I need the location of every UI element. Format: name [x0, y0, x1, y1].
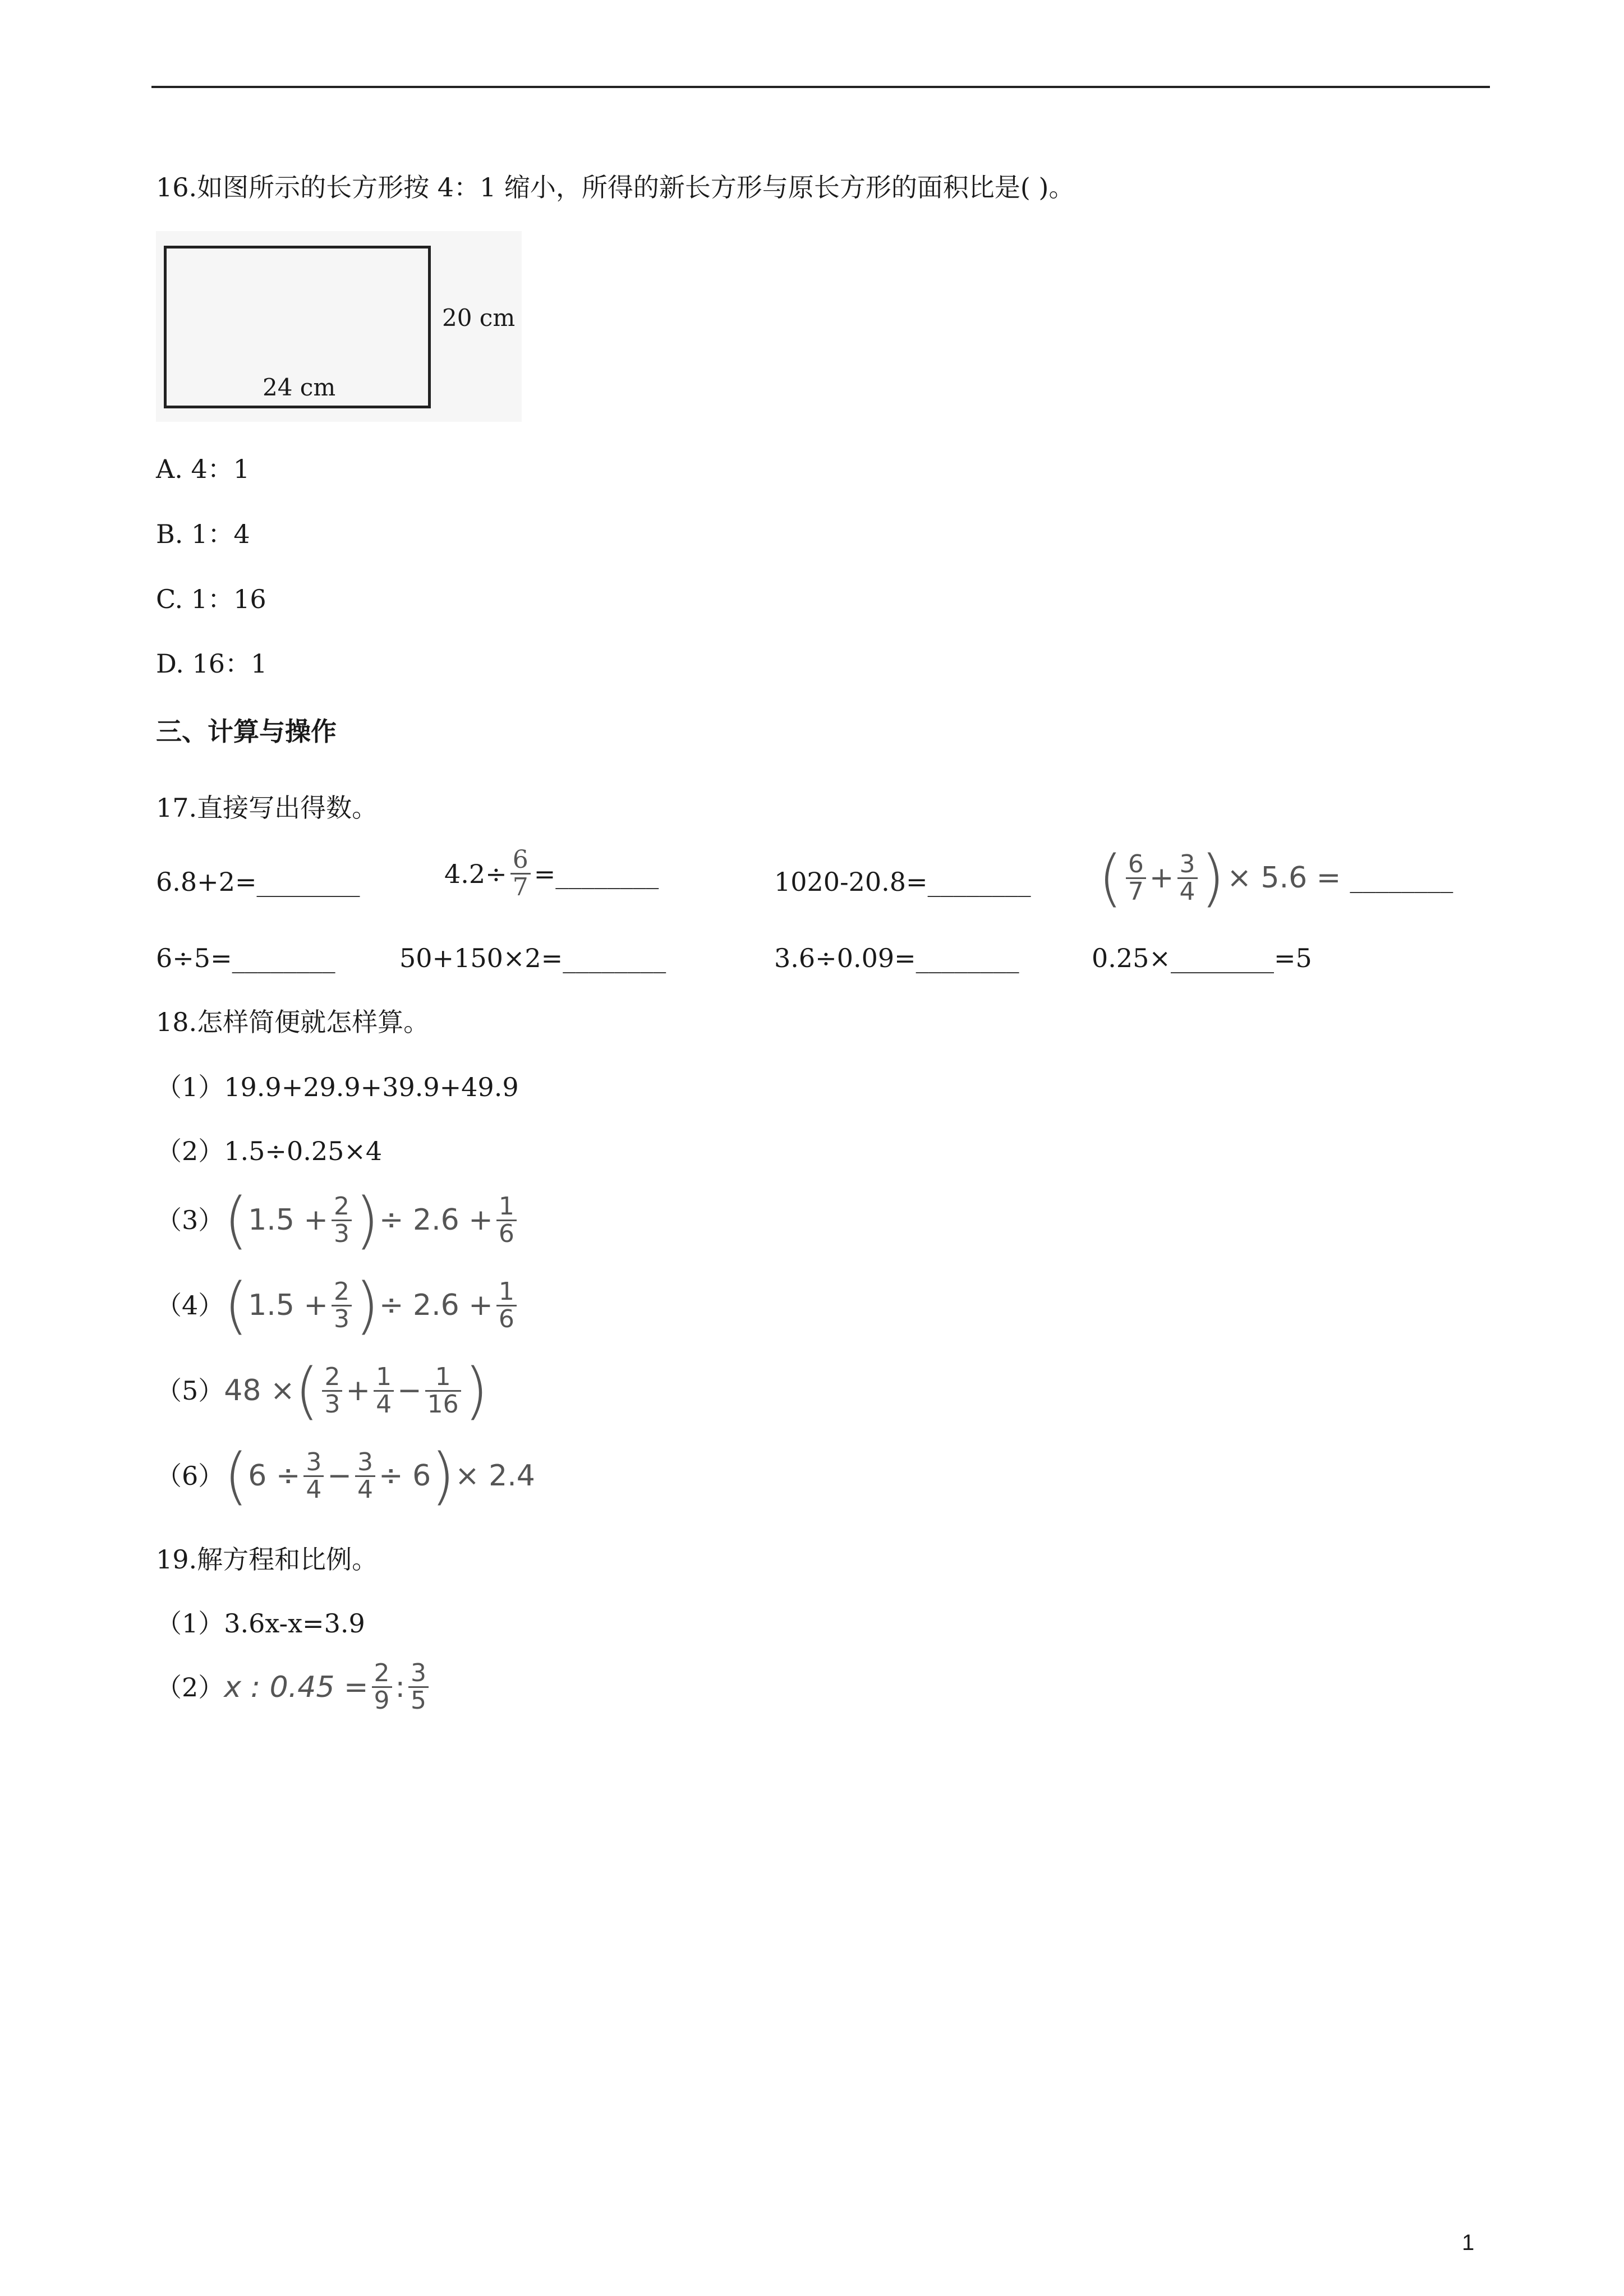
denominator: 6 — [496, 1305, 517, 1332]
q16-option-a: A. 4：1 — [156, 454, 250, 484]
fraction — [372, 1660, 392, 1714]
q19-part-2 — [156, 1660, 432, 1714]
q18-part-4 — [156, 1269, 520, 1341]
expression — [224, 1269, 520, 1341]
expression — [224, 1660, 432, 1714]
fraction — [355, 1447, 375, 1504]
fraction — [303, 1447, 324, 1504]
q17-r1-c2-pre: 4.2÷ — [444, 858, 507, 889]
term: 6 ÷ — [248, 1459, 301, 1493]
q16-option-b: B. 1：4 — [156, 519, 250, 549]
operator: − — [327, 1459, 352, 1493]
fraction — [408, 1660, 429, 1714]
term: 1.5 + — [248, 1289, 328, 1322]
q16-option-d: D. 16：1 — [156, 648, 268, 679]
left-paren: ( — [224, 1269, 249, 1341]
denominator: 5 — [408, 1686, 429, 1714]
term: 48 × — [224, 1374, 295, 1407]
left-paren: ( — [224, 1184, 249, 1256]
numerator: 1 — [376, 1362, 392, 1391]
q18-part-6 — [156, 1440, 535, 1512]
numerator: 2 — [334, 1191, 349, 1221]
denominator: 4 — [1177, 877, 1198, 905]
denominator: 3 — [322, 1390, 342, 1418]
denominator: 6 — [496, 1220, 517, 1247]
width-label: 24 cm — [263, 374, 336, 401]
numerator: 3 — [306, 1447, 322, 1476]
term: 1.5 + — [248, 1203, 328, 1237]
term: ÷ 2.6 + — [379, 1203, 493, 1237]
q17-r2-c2: 50+150×2=________ — [399, 943, 666, 973]
right-paren: ) — [355, 1269, 379, 1341]
q17-r1-c1: 6.8+2=________ — [156, 867, 360, 897]
numerator: 3 — [1179, 849, 1195, 878]
left-paren: ( — [1098, 842, 1122, 914]
fraction — [496, 1191, 517, 1248]
numerator: 2 — [374, 1659, 390, 1687]
term: x : 0.45 = — [224, 1670, 369, 1704]
denominator: 4 — [355, 1475, 375, 1503]
numerator: 6 — [1128, 849, 1144, 878]
denominator: 4 — [374, 1390, 394, 1418]
numerator: 1 — [435, 1362, 451, 1391]
part-label: （4） — [156, 1290, 224, 1320]
q17-r1-c2-post: =________ — [533, 858, 659, 889]
numerator: 2 — [334, 1277, 349, 1306]
q17-r1-c2 — [444, 847, 659, 900]
numerator: 1 — [498, 1191, 514, 1221]
q18-stem: 18.怎样简便就怎样算。 — [156, 1007, 430, 1037]
q18-part-2: （2）1.5÷0.25×4 — [156, 1136, 383, 1166]
fraction — [496, 1279, 517, 1332]
part-label: （5） — [156, 1375, 224, 1406]
denominator: 3 — [332, 1305, 352, 1332]
q18-part-5 — [156, 1355, 489, 1427]
right-paren: ) — [464, 1355, 489, 1427]
term: ÷ 6 — [378, 1459, 431, 1493]
q16-option-c: C. 1：16 — [156, 584, 266, 614]
q19-part-1: （1）3.6x-x=3.9 — [156, 1608, 365, 1639]
operator: + — [346, 1374, 371, 1407]
height-label: 20 cm — [442, 304, 516, 332]
q19-stem: 19.解方程和比例。 — [156, 1544, 378, 1575]
left-paren: ( — [224, 1440, 249, 1512]
numerator: 6 — [512, 845, 528, 874]
denominator: 9 — [372, 1686, 392, 1714]
part-label: （3） — [156, 1205, 224, 1235]
q16-stem: 16.如图所示的长方形按 4：1 缩小，所得的新长方形与原长方形的面积比是( )。 — [156, 172, 1075, 203]
q17-stem: 17.直接写出得数。 — [156, 793, 378, 823]
fraction — [510, 847, 531, 900]
page-number: 1 — [1462, 2230, 1475, 2255]
q17-r1-c4 — [1098, 842, 1453, 914]
fraction — [332, 1279, 352, 1332]
fraction — [374, 1364, 394, 1418]
header-rule — [151, 86, 1490, 88]
ratio-colon: : — [395, 1670, 406, 1704]
fraction — [1177, 849, 1198, 906]
numerator: 1 — [498, 1277, 514, 1306]
term: ÷ 2.6 + — [379, 1289, 493, 1322]
fraction — [332, 1191, 352, 1248]
q17-r1-c4-post: × 5.6 = — [1227, 861, 1341, 895]
term: × 2.4 — [455, 1459, 535, 1493]
answer-blank: ________ — [1350, 863, 1453, 893]
expression — [224, 1440, 535, 1512]
part-label: （6） — [156, 1461, 224, 1491]
q18-part-3 — [156, 1184, 520, 1256]
q18-part-1: （1）19.9+29.9+39.9+49.9 — [156, 1072, 519, 1102]
fraction — [322, 1364, 342, 1418]
q17-r1-c3: 1020-20.8=________ — [774, 867, 1031, 897]
expression — [224, 1355, 489, 1427]
section-heading: 三、计算与操作 — [156, 716, 337, 747]
numerator: 3 — [357, 1447, 373, 1476]
expression — [224, 1184, 520, 1256]
right-paren: ) — [355, 1184, 379, 1256]
denominator: 3 — [332, 1220, 352, 1247]
denominator: 7 — [510, 873, 531, 900]
q17-r2-c4: 0.25×________=5 — [1092, 943, 1312, 973]
operator: − — [397, 1374, 422, 1407]
right-paren: ) — [431, 1440, 456, 1512]
numerator: 2 — [324, 1362, 341, 1391]
numerator: 3 — [411, 1659, 427, 1687]
part-label: （2） — [156, 1672, 224, 1703]
denominator: 16 — [425, 1390, 461, 1418]
denominator: 7 — [1126, 877, 1146, 905]
fraction — [425, 1364, 461, 1418]
fraction — [1126, 849, 1146, 906]
right-paren: ) — [1200, 842, 1225, 914]
plus-sign: + — [1149, 861, 1174, 895]
q17-r2-c3: 3.6÷0.09=________ — [774, 943, 1019, 973]
q17-r2-c1: 6÷5=________ — [156, 943, 335, 973]
left-paren: ( — [295, 1355, 319, 1427]
denominator: 4 — [303, 1475, 324, 1503]
q16-figure — [156, 231, 522, 422]
